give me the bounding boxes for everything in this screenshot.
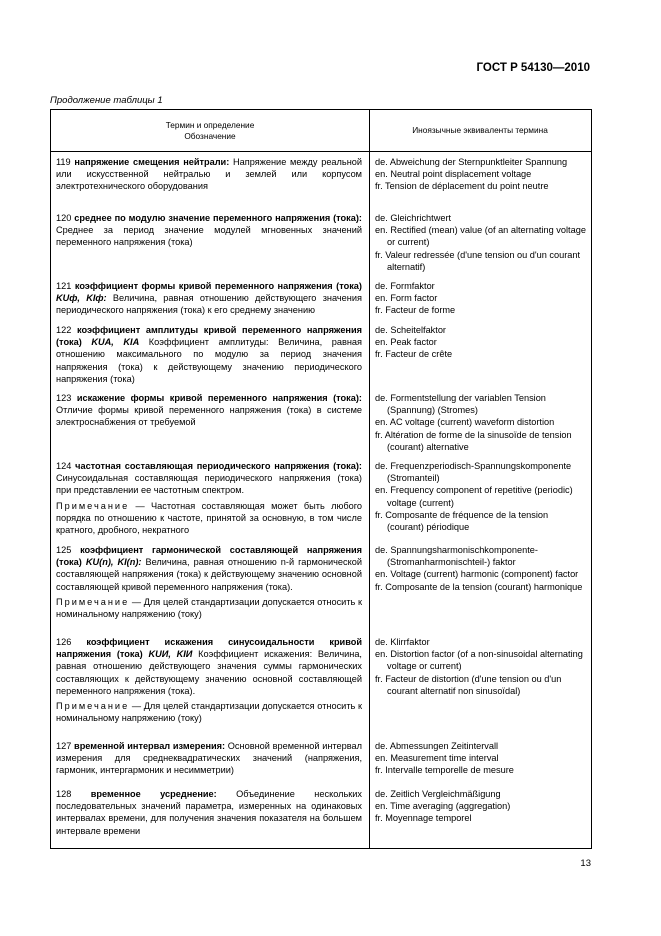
header-term-line2: Обозначение <box>184 130 236 141</box>
equivalent-fr: fr. Facteur de crête <box>375 349 453 360</box>
term-name: коэффициент амплитуды кривой переменного напряжения (тока) <box>56 325 362 348</box>
equivalents-cell <box>375 460 587 533</box>
equivalent-de: de. Abweichung der Sternpunktleiter Spannung <box>375 157 568 167</box>
equivalent-de: de. Scheitelfaktor <box>375 325 446 335</box>
term-number: 128 <box>56 789 72 799</box>
equivalent-en: en. Rectified (mean) value (of an alternating voltage or current) <box>375 225 586 248</box>
equivalents-cell <box>375 788 587 825</box>
note-label: Примечание <box>56 500 130 511</box>
equivalents-cell <box>375 324 587 361</box>
term-name: временной интервал измерения: <box>74 741 226 751</box>
equivalent-de: de. Formentstellung der variablen Tension (Spannung) (Stromes) <box>375 393 546 416</box>
document-id: ГОСТ Р 54130—2010 <box>476 62 590 74</box>
equivalent-fr: fr. Facteur de forme <box>375 305 456 316</box>
equivalent-fr: fr. Facteur de distortion (d'une tension ou d'un courant alternatif non sinusoïdal) <box>375 673 562 696</box>
term-cell <box>56 636 362 727</box>
equivalent-en: en. Peak factor <box>375 337 437 348</box>
table-caption: Продолжение таблицы 1 <box>50 95 163 106</box>
table-header-equivalents <box>369 110 591 151</box>
term-name: среднее по модулю значение переменного напряжения (тока): <box>74 213 362 223</box>
term-number: 121 <box>56 281 72 291</box>
equivalent-fr: fr. Composante de la tension (courant) harmonique <box>375 581 583 592</box>
term-cell <box>56 788 362 840</box>
term-number: 126 <box>56 637 72 647</box>
equivalent-en: en. Measurement time interval <box>375 753 499 764</box>
term-cell <box>56 740 362 780</box>
term-cell <box>56 324 362 388</box>
equivalent-en: en. Form factor <box>375 293 438 304</box>
term-symbol: KUф, KIф: <box>56 293 107 304</box>
term-cell <box>56 392 362 432</box>
term-definition: Величина, равная отношению действующего значения периодического напряжения (тока) к его среднему значению <box>56 293 362 316</box>
equivalents-cell <box>375 740 587 777</box>
term-cell <box>56 156 362 196</box>
equivalent-fr: fr. Valeur redressée (d'une tension ou d'un courant alternatif) <box>375 249 581 272</box>
equivalent-de: de. Formfaktor <box>375 281 435 291</box>
term-cell <box>56 280 362 320</box>
header-equivalents-label: Иноязычные эквиваленты термина <box>412 125 548 135</box>
term-name: напряжение смещения нейтрали: <box>74 157 230 167</box>
term-definition: Отличие формы кривой переменного напряжения (тока) в системе электроснабжения от требуемой <box>56 405 362 428</box>
term-definition: Коэффициент искажения: Величина, равная отношению действующего значения суммы гармонических составляющих к действующему значению основной составляющей переменного напряжения (тока). <box>56 649 362 696</box>
term-symbol: KUИ, KIИ <box>148 649 193 660</box>
equivalent-en: en. Time averaging (aggregation) <box>375 801 511 812</box>
equivalent-de: de. Zeitlich Vergleichmäßigung <box>375 789 501 799</box>
term-definition: Коэффициент амплитуды: Величина, равная отношению максимального по модулю за период значения напряжения (тока) к действующему значению периодического напряжения (тока) <box>56 337 362 384</box>
term-cell <box>56 544 362 623</box>
note-text: — Частотная составляющая может быть любого порядка по отношению к частоте, принятой за основную, в том числе кратного, дробного, некратного <box>56 500 362 536</box>
equivalent-fr: fr. Altération de forme de la sinusoïde de tension (courant) alternative <box>375 429 572 452</box>
equivalents-cell <box>375 544 587 593</box>
equivalent-en: en. Voltage (current) harmonic (component) factor <box>375 569 579 580</box>
note-text: — Для целей стандартизации допускается относить к номинальному напряжению (току) <box>56 596 362 620</box>
term-definition: Синусоидальная составляющая периодического напряжения (тока) при представлении ее частотным спектром. <box>56 473 362 496</box>
term-symbol: KUA, KIA <box>91 337 140 348</box>
term-name: коэффициент гармонической составляющей напряжения (тока) <box>56 545 362 568</box>
term-cell <box>56 460 362 539</box>
header-divider <box>51 151 591 152</box>
term-definition: Среднее за период значение модулей мгновенных значений переменного напряжения (тока) <box>56 225 362 248</box>
equivalent-fr: fr. Intervalle temporelle de mesure <box>375 765 514 776</box>
equivalent-de: de. Abmessungen Zeitintervall <box>375 741 499 751</box>
equivalent-de: de. Klirrfaktor <box>375 637 430 647</box>
term-number: 123 <box>56 393 72 403</box>
term-definition: Напряжение между реальной или искусственной нейтралью и землей или корпусом электротехнического оборудования <box>56 157 363 192</box>
equivalent-en: en. AC voltage (current) waveform distortion <box>375 417 555 428</box>
term-name: искажение формы кривой переменного напряжения (тока): <box>76 393 362 403</box>
page-number: 13 <box>580 858 591 869</box>
term-cell <box>56 212 362 252</box>
term-name: временное усреднение: <box>90 789 217 799</box>
term-number: 124 <box>56 461 72 471</box>
term-symbol: KU(n), KI(n): <box>85 557 142 568</box>
term-number: 127 <box>56 741 72 751</box>
term-definition: Объединение нескольких последовательных значений параметра, измеренных на одинаковых интервалах времени, для получения значения показателя на большем интервале времени <box>56 789 362 836</box>
equivalents-cell <box>375 392 587 453</box>
column-divider <box>369 110 370 848</box>
table-header-term <box>51 110 369 151</box>
equivalent-fr: fr. Moyennage temporel <box>375 813 472 824</box>
equivalent-fr: fr. Composante de fréquence de la tension (courant) périodique <box>375 509 549 533</box>
equivalent-de: de. Frequenzperiodisch-Spannungskomponente (Stromanteil) <box>375 461 572 484</box>
term-name: коэффициент искажения синусоидальности кривой напряжения (тока) <box>56 637 362 660</box>
equivalent-en: en. Neutral point displacement voltage <box>375 169 532 180</box>
term-number: 125 <box>56 545 72 555</box>
equivalents-cell <box>375 280 587 317</box>
equivalent-fr: fr. Tension de déplacement du point neutre <box>375 181 549 192</box>
note-label: Примечание <box>56 596 130 607</box>
equivalent-en: en. Distortion factor (of a non-sinusoidal alternating voltage or current) <box>375 649 583 672</box>
term-definition: Основной временной интервал измерения для среднеквадратических значений (напряжения, гармоник, интергармоник и несимметрии) <box>56 741 362 776</box>
equivalent-en: en. Frequency component of repetitive (periodic) voltage (current) <box>375 485 573 508</box>
equivalent-de: de. Spannungsharmonischkomponente-(Stromanharmonischteil-) faktor <box>375 545 538 568</box>
equivalents-cell <box>375 212 587 273</box>
note-label: Примечание <box>56 701 130 712</box>
header-term-line1: Термин и определение <box>165 119 255 130</box>
term-name: коэффициент формы кривой переменного напряжения (тока) <box>74 281 362 291</box>
term-name: частотная составляющая периодического напряжения (тока): <box>75 461 362 471</box>
term-number: 122 <box>56 325 72 335</box>
equivalents-cell <box>375 156 587 193</box>
term-definition: Величина, равная отношению n-й гармонической составляющей напряжения (тока) к действующему значению основной составляющей кривой переменного напряжения (тока). <box>56 557 363 592</box>
equivalents-cell <box>375 636 587 697</box>
term-number: 120 <box>56 213 72 223</box>
note-text: — Для целей стандартизации допускается относить к номинальному напряжению (току) <box>56 701 362 724</box>
terms-table <box>50 109 592 849</box>
equivalent-de: de. Gleichrichtwert <box>375 213 452 223</box>
term-number: 119 <box>56 157 71 167</box>
